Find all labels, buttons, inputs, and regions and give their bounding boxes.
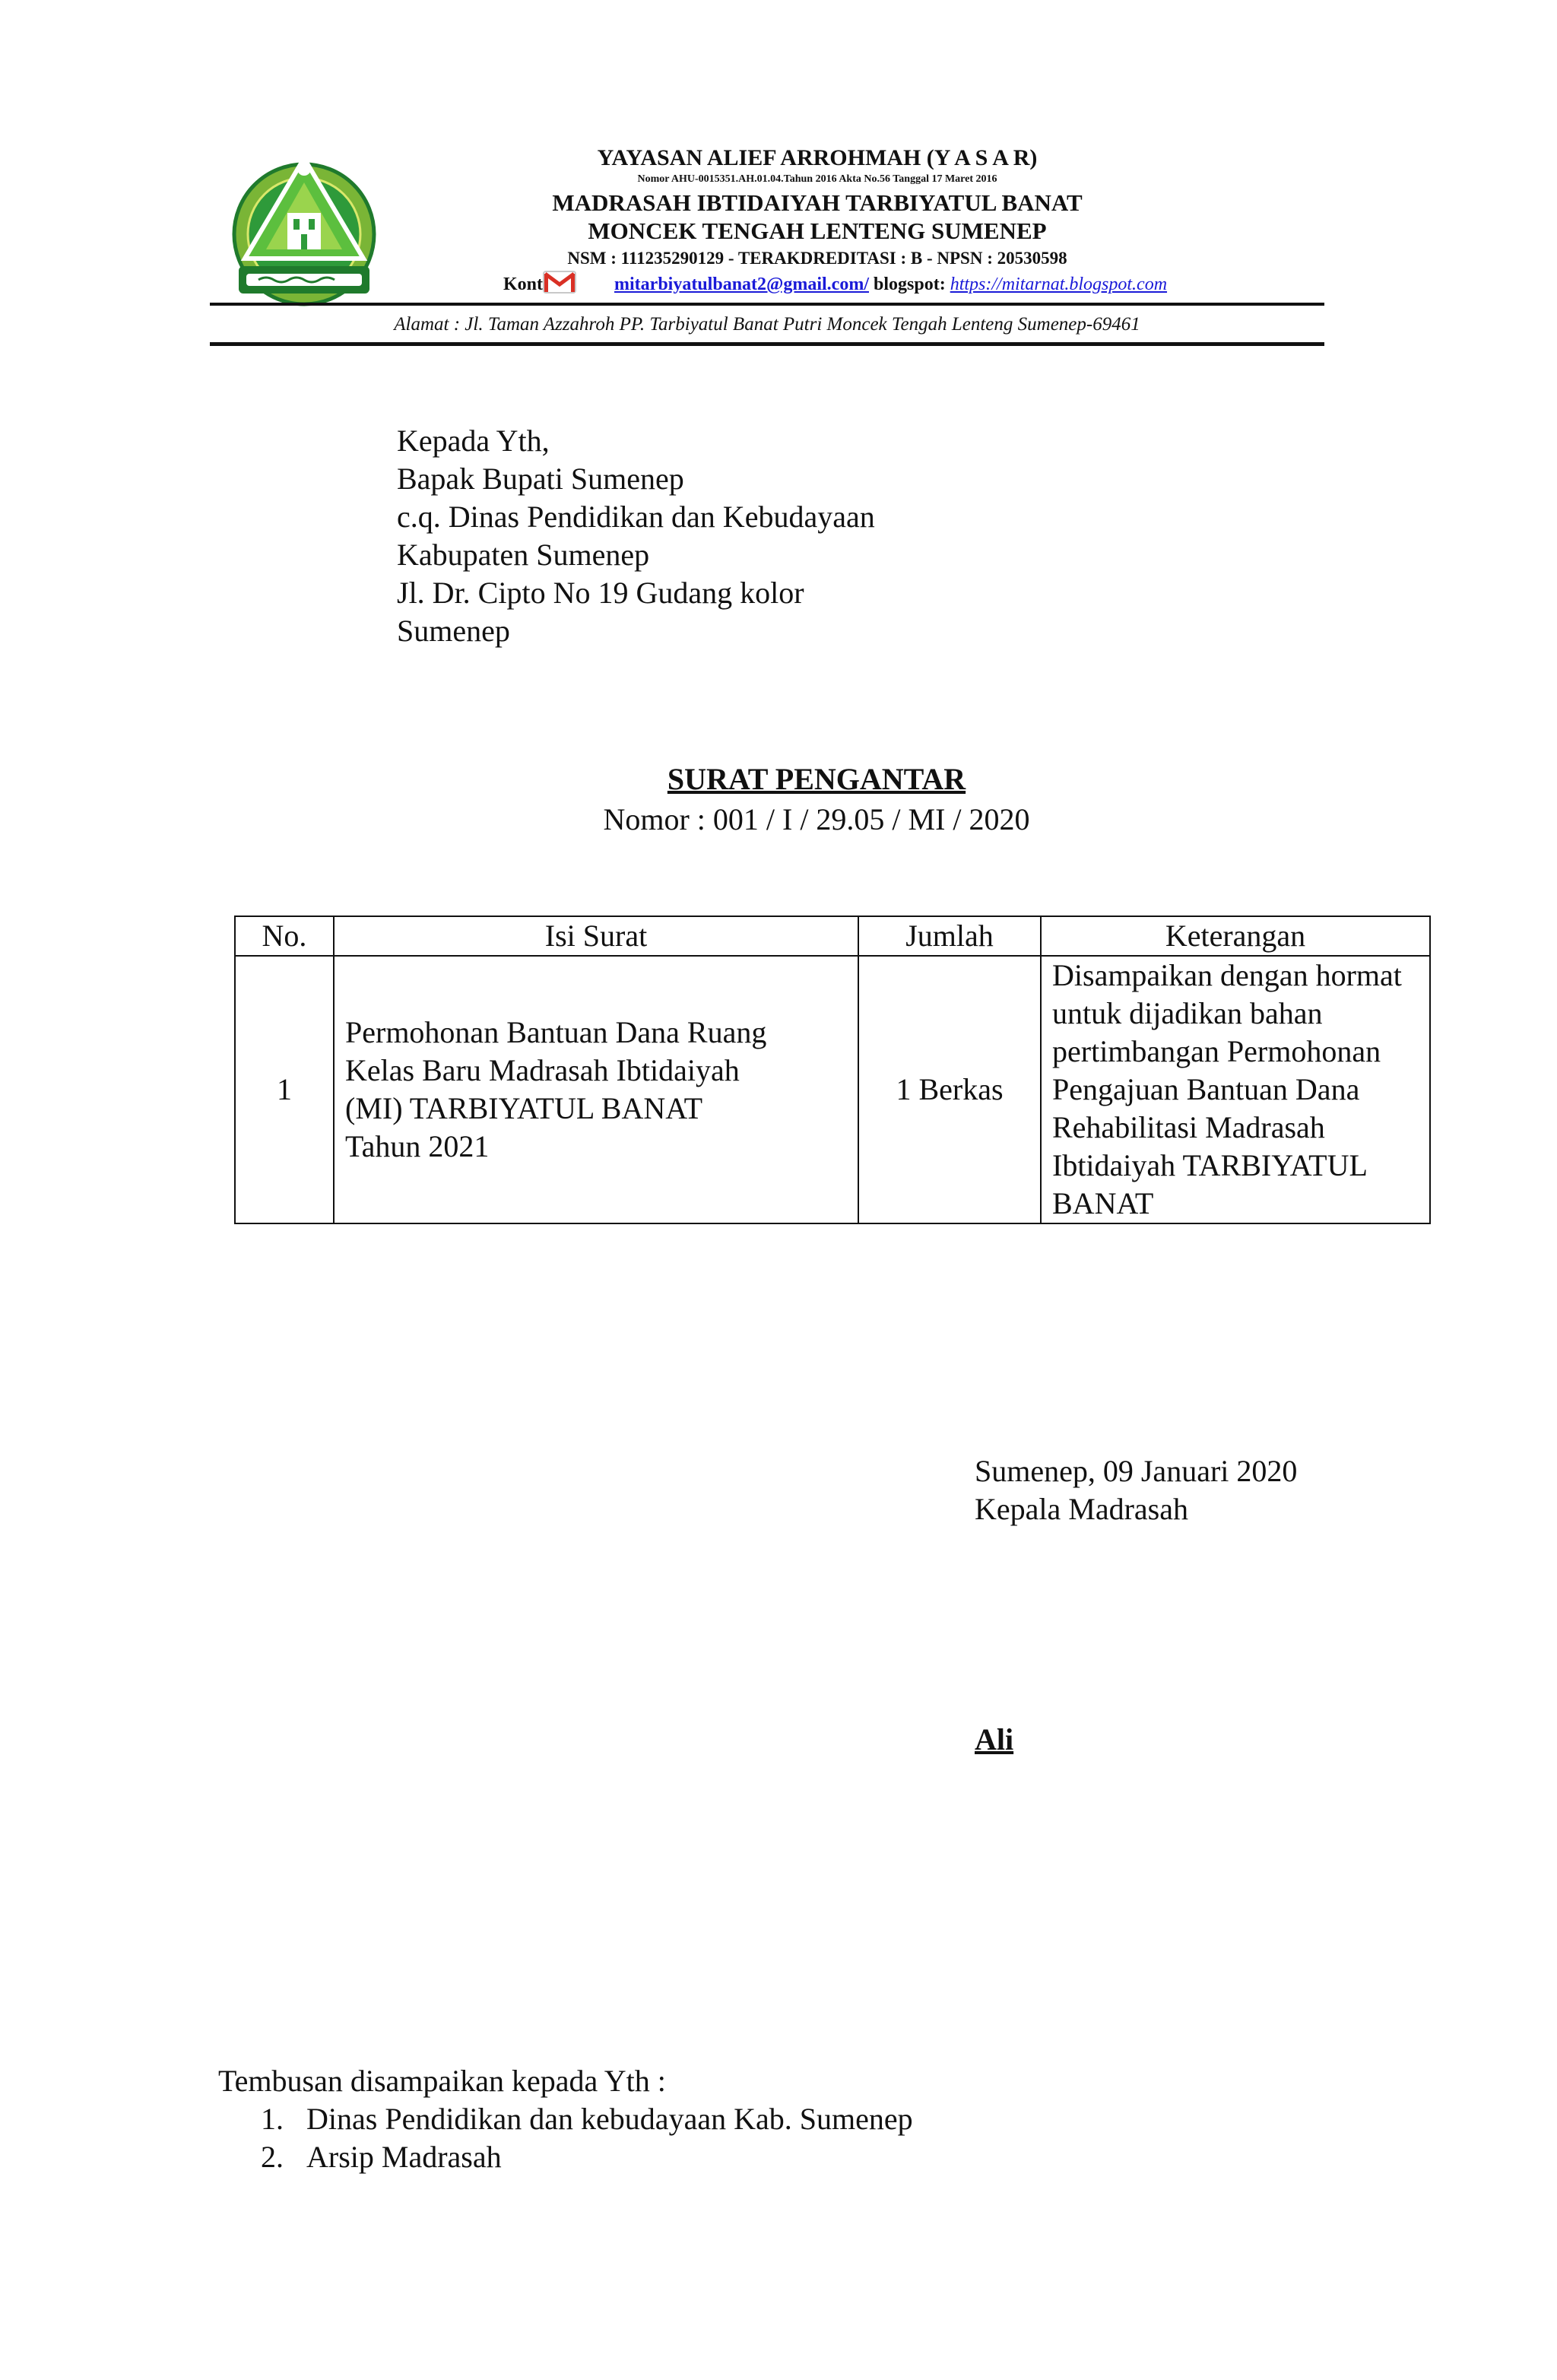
email-link[interactable]: mitarbiyatulbanat2@gmail.com/ <box>614 274 869 295</box>
header-isi-surat: Isi Surat <box>334 916 858 956</box>
list-number: 2. <box>261 2140 284 2174</box>
blog-link[interactable]: https://mitarnat.blogspot.com <box>950 274 1168 295</box>
letterhead-bottom-rule <box>210 342 1324 346</box>
cell-line: Tahun 2021 <box>345 1129 490 1163</box>
legal-number: Nomor AHU-0015351.AH.01.04.Tahun 2016 Akta No.56 Tanggal 17 Maret 2016 <box>637 173 997 185</box>
foundation-name: YAYASAN ALIEF ARROHMAH (Y A S A R) <box>597 145 1038 170</box>
cell-line: BANAT <box>1052 1186 1154 1220</box>
place-date: Sumenep, 09 Januari 2020 <box>975 1454 1298 1488</box>
list-item <box>218 2100 913 2138</box>
cell-no: 1 <box>235 956 334 1223</box>
blog-label: blogspot: <box>874 274 946 295</box>
cell-line: untuk dijadikan bahan <box>1052 996 1323 1030</box>
cc-list <box>218 2100 913 2176</box>
recipient-line: c.q. Dinas Pendidikan dan Kebudayaan <box>397 500 875 534</box>
list-number: 1. <box>261 2102 284 2136</box>
signer-name: Ali <box>975 1722 1014 1756</box>
recipient-line: Bapak Bupati Sumenep <box>397 462 684 496</box>
recipient-line: Kabupaten Sumenep <box>397 538 650 572</box>
cell-line: Ibtidaiyah TARBIYATUL <box>1052 1148 1368 1182</box>
cell-keterangan <box>1041 956 1430 1223</box>
list-text: Arsip Madrasah <box>306 2140 502 2174</box>
recipient-line: Sumenep <box>397 614 510 648</box>
recipient-block <box>397 422 875 650</box>
cell-line: pertimbangan Permohonan <box>1052 1034 1381 1068</box>
contact-line <box>503 274 1167 297</box>
table-row <box>235 956 1430 1223</box>
signature-block <box>975 1452 1297 1528</box>
header-jumlah: Jumlah <box>858 916 1041 956</box>
madrasah-emblem-icon <box>228 152 380 312</box>
cell-line: Kelas Baru Madrasah Ibtidaiyah <box>345 1053 740 1087</box>
cell-line: Permohonan Bantuan Dana Ruang <box>345 1015 767 1049</box>
letterhead-top-rule <box>210 303 1324 306</box>
document-table <box>234 916 1431 1224</box>
list-item <box>218 2138 913 2176</box>
cell-isi-surat <box>334 956 858 1223</box>
school-address: Alamat : Jl. Taman Azzahroh PP. Tarbiyatul Banat Putri Moncek Tengah Lenteng Sumenep-69461 <box>394 314 1140 335</box>
recipient-line: Jl. Dr. Cipto No 19 Gudang kolor <box>397 576 804 610</box>
cell-jumlah: 1 Berkas <box>858 956 1041 1223</box>
cell-line: Pengajuan Bantuan Dana <box>1052 1072 1360 1106</box>
cell-line: (MI) TARBIYATUL BANAT <box>345 1091 703 1125</box>
recipient-line: Kepada Yth, <box>397 424 550 458</box>
school-location: MONCEK TENGAH LENTENG SUMENEP <box>588 217 1047 244</box>
letter-title: SURAT PENGANTAR <box>667 762 966 796</box>
header-keterangan: Keterangan <box>1041 916 1430 956</box>
cell-line: Disampaikan dengan hormat <box>1052 958 1402 992</box>
cc-title: Tembusan disampaikan kepada Yth : <box>218 2064 666 2098</box>
registration-info: NSM : 111235290129 - TERAKDREDITASI : B - NPSN : 20530598 <box>567 249 1067 268</box>
list-text: Dinas Pendidikan dan kebudayaan Kab. Sumenep <box>306 2102 913 2136</box>
school-name: MADRASAH IBTIDAIYAH TARBIYATUL BANAT <box>552 189 1083 216</box>
table-header-row <box>235 916 1430 956</box>
signer-position: Kepala Madrasah <box>975 1492 1188 1526</box>
gmail-icon <box>543 271 576 297</box>
letter-number: Nomor : 001 / I / 29.05 / MI / 2020 <box>603 802 1030 836</box>
contact-label: Kont <box>503 274 544 295</box>
cc-block <box>218 2062 913 2176</box>
cell-line: Rehabilitasi Madrasah <box>1052 1110 1325 1144</box>
header-no: No. <box>235 916 334 956</box>
